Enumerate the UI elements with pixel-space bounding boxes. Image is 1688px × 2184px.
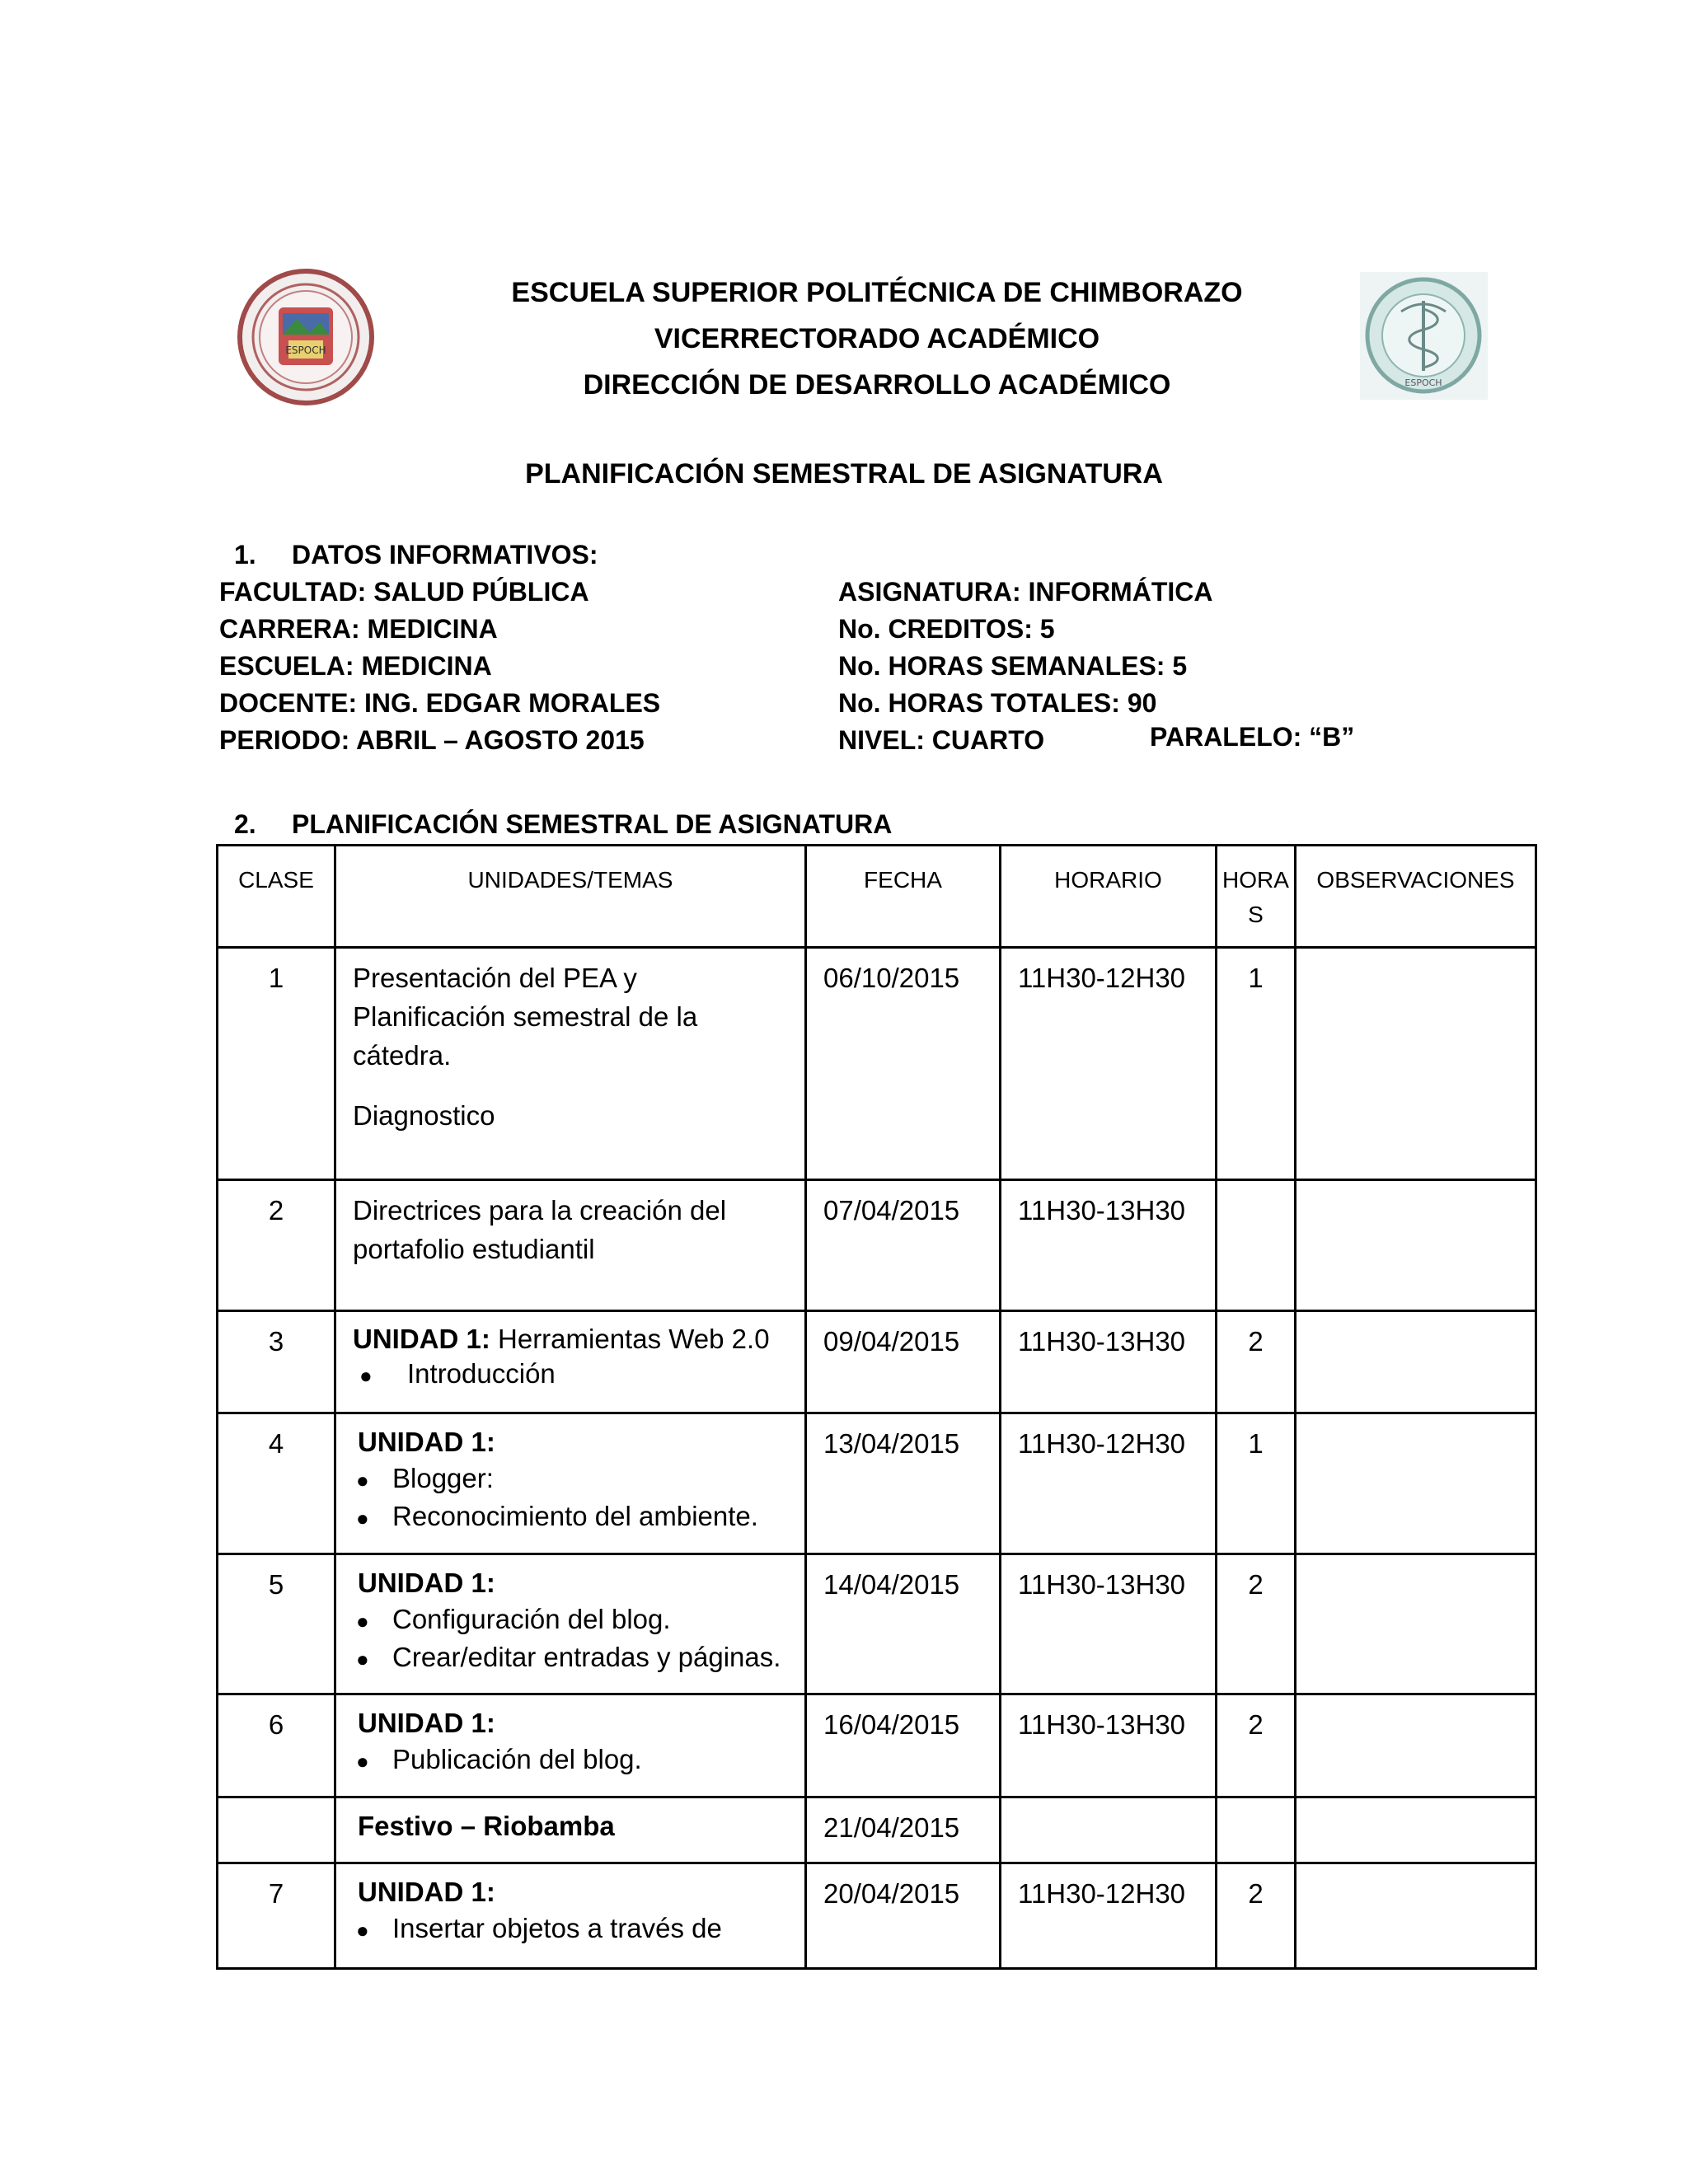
bullet-item: ● Introducción — [353, 1357, 804, 1393]
table-row — [218, 1554, 1536, 1694]
section-title: DATOS INFORMATIVOS: — [292, 540, 598, 569]
cell-horas: 2 — [1217, 1863, 1296, 1969]
cell-horario: 11H30-12H30 — [1001, 948, 1217, 1180]
cell-horas — [1217, 1797, 1296, 1863]
unidad-label: UNIDAD 1: — [358, 1568, 495, 1598]
cell-observaciones — [1296, 1180, 1536, 1311]
tema-line: Planificación semestral de la — [353, 1001, 698, 1032]
bullet-icon: ● — [356, 1918, 369, 1943]
cell-clase: 5 — [218, 1554, 335, 1694]
header-fecha: FECHA — [806, 846, 1001, 948]
cell-clase: 3 — [218, 1311, 335, 1413]
tema-line: Presentación del PEA y — [353, 963, 637, 993]
cell-fecha: 14/04/2015 — [806, 1554, 1001, 1694]
bullet-item: ● Insertar objetos a través de — [353, 1910, 804, 1948]
cell-clase — [218, 1797, 335, 1863]
cell-observaciones — [1296, 1554, 1536, 1694]
bullet-item: ● Publicación del blog. — [353, 1741, 804, 1779]
table-row — [218, 1413, 1536, 1554]
unidad-label: UNIDAD 1: — [358, 1708, 495, 1738]
section-number: 2. — [234, 809, 256, 839]
cell-horario: 11H30-13H30 — [1001, 1554, 1217, 1694]
table-row — [218, 1180, 1536, 1311]
cell-fecha: 20/04/2015 — [806, 1863, 1001, 1969]
table-row — [218, 1694, 1536, 1797]
cell-horario: 11H30-12H30 — [1001, 1413, 1217, 1554]
tema-line: Directrices para la creación del — [353, 1195, 727, 1226]
cell-tema — [335, 1554, 806, 1694]
section-number: 1. — [234, 540, 256, 569]
bullet-icon: ● — [359, 1363, 373, 1388]
cell-tema — [335, 1413, 806, 1554]
header-unidades: UNIDADES/TEMAS — [335, 846, 806, 948]
cell-tema — [335, 1180, 806, 1311]
cell-fecha: 09/04/2015 — [806, 1311, 1001, 1413]
header-horas-part2: S — [1248, 902, 1264, 927]
cell-tema — [335, 1863, 806, 1969]
cell-tema — [335, 1694, 806, 1797]
planning-table — [216, 844, 1537, 1970]
info-facultad: FACULTAD: SALUD PÚBLICA — [219, 577, 589, 607]
cell-observaciones — [1296, 1694, 1536, 1797]
svg-text:ESPOCH: ESPOCH — [285, 344, 326, 356]
cell-horas — [1217, 1180, 1296, 1311]
header-observaciones: OBSERVACIONES — [1296, 846, 1536, 948]
cell-clase: 4 — [218, 1413, 335, 1554]
cell-horario: 11H30-12H30 — [1001, 1863, 1217, 1969]
section-1-heading — [234, 540, 598, 570]
info-nivel: NIVEL: CUARTO — [838, 725, 1045, 755]
cell-fecha: 13/04/2015 — [806, 1413, 1001, 1554]
info-periodo: PERIODO: ABRIL – AGOSTO 2015 — [219, 725, 645, 755]
tema-unidad-line — [353, 1322, 804, 1357]
table-row — [218, 1863, 1536, 1969]
cell-horario: 11H30-13H30 — [1001, 1180, 1217, 1311]
direccion: DIRECCIÓN DE DESARROLLO ACADÉMICO — [583, 369, 1171, 401]
unidad-label: UNIDAD 1: — [353, 1324, 490, 1354]
header-horas — [1217, 846, 1296, 948]
header-horario: HORARIO — [1001, 846, 1217, 948]
document-title: PLANIFICACIÓN SEMESTRAL DE ASIGNATURA — [525, 458, 1163, 490]
section-2-heading — [234, 809, 892, 840]
cell-horario: 11H30-13H30 — [1001, 1311, 1217, 1413]
cell-observaciones — [1296, 948, 1536, 1180]
unidad-label: UNIDAD 1: — [358, 1877, 495, 1907]
bullet-item: ● Crear/editar entradas y páginas. — [353, 1639, 804, 1677]
info-horas-totales: No. HORAS TOTALES: 90 — [838, 688, 1157, 718]
info-left-block — [219, 574, 660, 759]
cell-horas: 2 — [1217, 1694, 1296, 1797]
cell-horas: 1 — [1217, 1413, 1296, 1554]
bullet-icon: ● — [356, 1647, 369, 1671]
unidad-label: UNIDAD 1: — [358, 1427, 495, 1457]
cell-tema — [335, 948, 806, 1180]
cell-horas: 2 — [1217, 1311, 1296, 1413]
cell-fecha: 16/04/2015 — [806, 1694, 1001, 1797]
bullet-icon: ● — [356, 1749, 369, 1774]
cell-horario — [1001, 1797, 1217, 1863]
vicerrectorado: VICERRECTORADO ACADÉMICO — [654, 323, 1100, 354]
header-horas-part1: HORA — [1222, 867, 1289, 893]
cell-horas: 1 — [1217, 948, 1296, 1180]
info-carrera: CARRERA: MEDICINA — [219, 614, 498, 644]
cell-observaciones — [1296, 1797, 1536, 1863]
info-paralelo: PARALELO: “B” — [1150, 722, 1355, 752]
bullet-icon: ● — [356, 1609, 369, 1633]
cell-clase: 6 — [218, 1694, 335, 1797]
info-docente: DOCENTE: ING. EDGAR MORALES — [219, 688, 661, 718]
svg-text:ESPOCH: ESPOCH — [1404, 377, 1442, 388]
bullet-item: ● Reconocimiento del ambiente. — [353, 1498, 804, 1536]
table-header-row — [218, 846, 1536, 948]
cell-clase: 7 — [218, 1863, 335, 1969]
cell-tema — [335, 1311, 806, 1413]
table-row — [218, 1797, 1536, 1863]
cell-horario: 11H30-13H30 — [1001, 1694, 1217, 1797]
tema-line: portafolio estudiantil — [353, 1234, 595, 1264]
header-clase: CLASE — [218, 846, 335, 948]
section-title: PLANIFICACIÓN SEMESTRAL DE ASIGNATURA — [292, 809, 893, 839]
bullet-item: ● Blogger: — [353, 1460, 804, 1498]
unidad-title: Herramientas Web 2.0 — [490, 1324, 770, 1354]
info-escuela: ESCUELA: MEDICINA — [219, 651, 492, 681]
cell-horas: 2 — [1217, 1554, 1296, 1694]
cell-clase: 1 — [218, 948, 335, 1180]
info-horas-semanales: No. HORAS SEMANALES: 5 — [838, 651, 1188, 681]
bullet-icon: ● — [356, 1468, 369, 1493]
info-creditos: No. CREDITOS: 5 — [838, 614, 1055, 644]
tema-line: Diagnostico — [353, 1100, 495, 1131]
cell-observaciones — [1296, 1863, 1536, 1969]
festivo-label: Festivo – Riobamba — [358, 1811, 615, 1841]
tema-line: cátedra. — [353, 1040, 452, 1071]
cell-tema — [335, 1797, 806, 1863]
cell-observaciones — [1296, 1413, 1536, 1554]
bullet-item: ● Configuración del blog. — [353, 1601, 804, 1639]
cell-fecha: 21/04/2015 — [806, 1797, 1001, 1863]
cell-clase: 2 — [218, 1180, 335, 1311]
cell-observaciones — [1296, 1311, 1536, 1413]
table-row — [218, 948, 1536, 1180]
bullet-icon: ● — [356, 1506, 369, 1530]
cell-fecha: 07/04/2015 — [806, 1180, 1001, 1311]
table-row — [218, 1311, 1536, 1413]
info-asignatura: ASIGNATURA: INFORMÁTICA — [838, 577, 1213, 607]
cell-fecha: 06/10/2015 — [806, 948, 1001, 1180]
institution-name: ESCUELA SUPERIOR POLITÉCNICA DE CHIMBORAZO — [511, 277, 1243, 308]
